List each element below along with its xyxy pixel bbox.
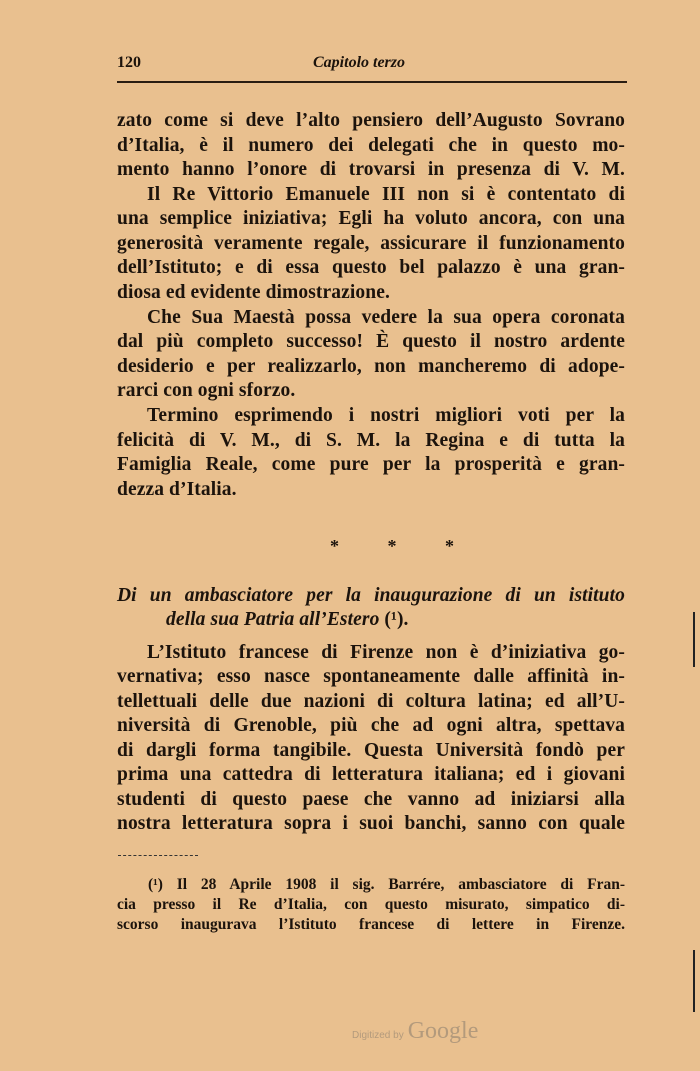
text-line: niversità di Grenoble, più che ad ogni altra, spettava (117, 715, 625, 736)
watermark-prefix: Digitized by (352, 1030, 404, 1041)
text-line: dal più completo successo! È questo il nostro ardente (117, 331, 625, 352)
footnote-line: scorso inaugurava l’Istituto francese di lettere in Firenze. (117, 916, 625, 933)
text-line: vernativa; esso nasce spontaneamente dalle affinità in- (117, 666, 625, 687)
section-separator: * * * (330, 536, 476, 556)
footnote-line: cia presso il Re d’Italia, con questo misurato, simpatico di- (117, 896, 625, 913)
text-line: tellettuali delle due nazioni di coltura latina; ed all’U- (117, 691, 625, 712)
scan-edge-mark (693, 612, 695, 667)
text-line: desiderio e per realizzarlo, non mancheremo di adope- (117, 356, 625, 377)
text-line: Termino esprimendo i nostri migliori voti per la (147, 405, 625, 426)
text-line: felicità di V. M., di S. M. la Regina e di tutta la (117, 430, 625, 451)
google-watermark (352, 1018, 478, 1045)
footnote-reference: (¹). (384, 609, 409, 630)
text-line: una semplice iniziativa; Egli ha voluto ancora, con una (117, 208, 625, 229)
text-line: d’Italia, è il numero dei delegati che in questo mo- (117, 135, 625, 156)
text-line: Il Re Vittorio Emanuele III non si è contentato di (147, 184, 625, 205)
header-rule (117, 81, 627, 83)
page-number: 120 (117, 54, 141, 71)
scan-edge-mark (693, 950, 695, 1012)
text-line: zato come si deve l’alto pensiero dell’Augusto Sovrano (117, 110, 625, 131)
footnote-line: (¹) Il 28 Aprile 1908 il sig. Barrére, ambasciatore di Fran- (148, 876, 625, 893)
title-text: della sua Patria all’Estero (166, 609, 380, 630)
text-line: L’Istituto francese di Firenze non è d’iniziativa go- (147, 642, 625, 663)
text-line: dezza d’Italia. (117, 479, 237, 500)
title-line (166, 608, 626, 632)
text-line: diosa ed evidente dimostrazione. (117, 282, 390, 303)
title-line: Di un ambasciatore per la inaugurazione di un istituto (117, 585, 625, 606)
text-line: generosità veramente regale, assicurare il funzionamento (117, 233, 625, 254)
text-line: studenti di questo paese che vanno ad iniziarsi alla (117, 789, 625, 810)
text-line: nostra letteratura sopra i suoi banchi, sanno con quale (117, 813, 625, 834)
text-line: di dargli forma tangibile. Questa Università fondò per (117, 740, 625, 761)
running-header: Capitolo terzo (313, 54, 406, 71)
google-logo: Google (407, 1018, 479, 1044)
text-line: rarci con ogni sforzo. (117, 380, 296, 401)
text-line: Famiglia Reale, come pure per la prosperità e gran- (117, 454, 625, 475)
text-line: mento hanno l’onore di trovarsi in presenza di V. M. (117, 159, 625, 180)
text-line: prima una cattedra di letteratura italiana; ed i giovani (117, 764, 625, 785)
text-line: dell’Istituto; e di essa questo bel palazzo è una gran- (117, 257, 625, 278)
text-line: Che Sua Maestà possa vedere la sua opera coronata (147, 307, 625, 328)
footnote-rule (118, 855, 198, 857)
